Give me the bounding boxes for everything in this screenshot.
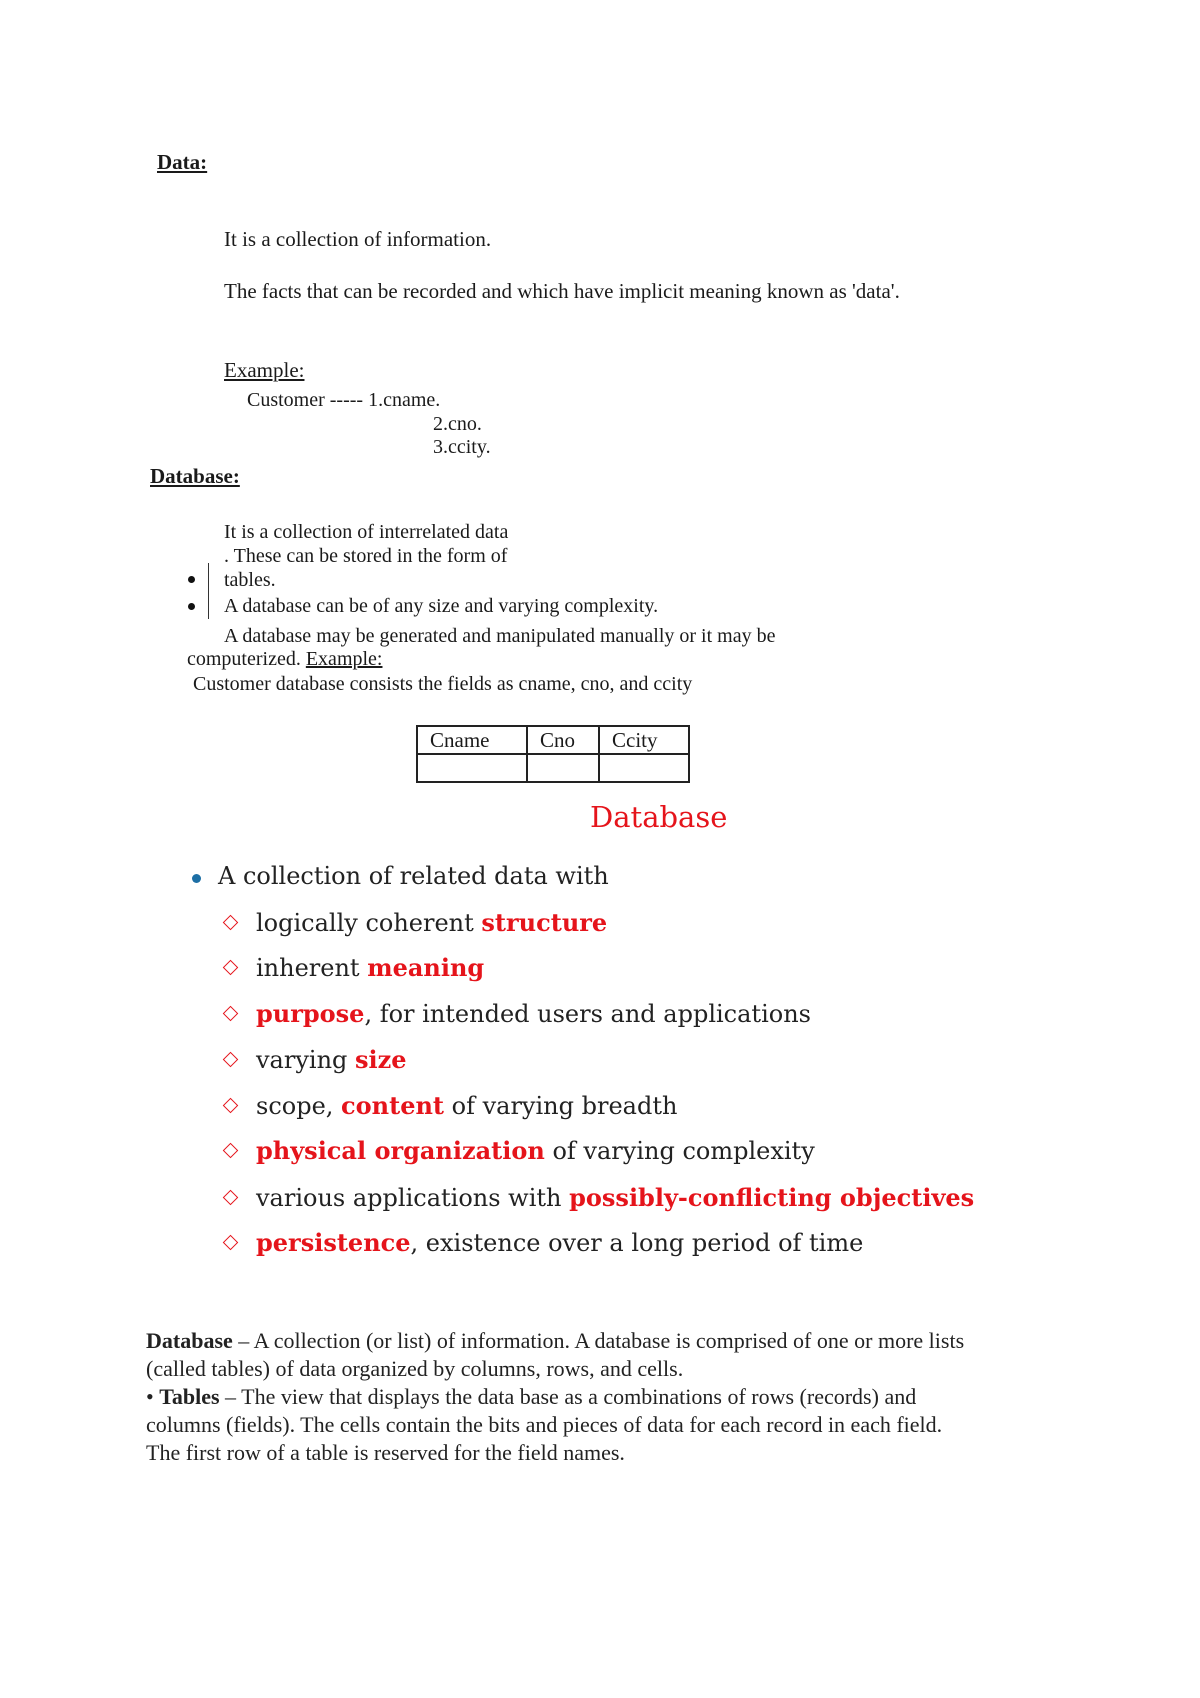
database-definition-text: – A collection (or list) of information. A database is comprised of one or more lists [232, 1328, 965, 1353]
table-header-ccity: Ccity [599, 726, 689, 754]
slide-item-keyword: content [341, 1091, 444, 1120]
data-example-customer: Customer ----- 1.cname. [247, 389, 441, 411]
slide-item-text: of varying complexity [544, 1137, 815, 1165]
slide-item [256, 1091, 677, 1120]
slide-item-keyword: possibly-conflicting objectives [569, 1183, 975, 1212]
tables-definition-line-2: columns (fields). The cells contain the bits and pieces of data for each record in each field. [146, 1412, 943, 1437]
diamond-bullet-icon [223, 1052, 239, 1068]
table-header-cno: Cno [527, 726, 599, 754]
tables-definition-text: – The view that displays the data base as a combinations of rows (records) and [219, 1384, 917, 1409]
diamond-bullet-icon [223, 1143, 239, 1159]
data-definition-line: It is a collection of information. [224, 227, 492, 251]
tables-bullet: • [146, 1384, 160, 1409]
table-cell [599, 754, 689, 782]
database-line-7: Customer database consists the fields as cname, cno, and ccity [193, 673, 693, 695]
bullet-dot-icon [188, 576, 195, 583]
diamond-bullet-icon [223, 1006, 239, 1022]
database-line-2: . These can be stored in the form of [224, 545, 508, 567]
database-line-5: A database may be generated and manipulated manually or it may be [224, 625, 776, 647]
database-definition-line-2: (called tables) of data organized by columns, rows, and cells. [146, 1356, 684, 1381]
table-header-row [417, 726, 689, 754]
table-cell [527, 754, 599, 782]
data-heading: Data: [157, 150, 208, 174]
database-line-6 [187, 648, 382, 671]
slide-title: Database [590, 800, 728, 834]
slide-item-keyword: purpose [256, 999, 365, 1028]
database-example-label: Example: [305, 648, 383, 670]
slide-item-text: inherent [256, 954, 368, 982]
slide-item-text: logically coherent [256, 909, 482, 937]
diamond-bullet-icon [223, 1235, 239, 1251]
slide-item [256, 1136, 815, 1165]
diamond-bullet-icon [223, 1098, 239, 1114]
bullet-dot-icon [188, 603, 195, 610]
tables-definition-line-1 [146, 1384, 916, 1410]
data-example-item-3: 3.ccity. [433, 436, 491, 458]
slide-item-keyword: size [355, 1045, 407, 1074]
slide-item-keyword: meaning [367, 953, 485, 982]
diamond-bullet-icon [223, 960, 239, 976]
data-facts-line: The facts that can be recorded and which have implicit meaning known as 'data'. [224, 279, 900, 303]
slide-item [256, 1228, 863, 1257]
database-heading: Database: [150, 464, 240, 488]
table-row [417, 754, 689, 782]
slide-item [256, 1045, 407, 1074]
tables-definition-line-3: The first row of a table is reserved for the field names. [146, 1440, 625, 1465]
diamond-bullet-icon [223, 1190, 239, 1206]
table-header-cname: Cname [417, 726, 527, 754]
table-cell [417, 754, 527, 782]
slide-item-text: , for intended users and applications [364, 1000, 811, 1028]
tables-term: Tables [159, 1384, 220, 1409]
data-example-item-2: 2.cno. [433, 413, 482, 435]
slide-item-text: various applications with [256, 1184, 570, 1212]
slide-item [256, 999, 811, 1028]
list-divider-bar [208, 563, 209, 619]
slide-item-text: , existence over a long period of time [410, 1229, 864, 1257]
slide-item [256, 953, 484, 982]
database-line-4: A database can be of any size and varying complexity. [224, 595, 659, 617]
slide-item-keyword: persistence [256, 1228, 411, 1257]
database-line-1: It is a collection of interrelated data [224, 521, 509, 543]
slide-item [256, 908, 607, 937]
slide-item [256, 1183, 974, 1212]
slide-item-text: varying [256, 1046, 356, 1074]
slide-item-text: scope, [256, 1092, 342, 1120]
slide-item-text: of varying breadth [444, 1092, 678, 1120]
database-term: Database [146, 1328, 233, 1353]
database-definition-line-1 [146, 1328, 964, 1354]
customer-table [416, 725, 690, 783]
database-line-3: tables. [224, 569, 276, 591]
diamond-bullet-icon [223, 915, 239, 931]
slide-item-keyword: physical organization [256, 1136, 545, 1165]
computerized-text: computerized. [187, 648, 306, 670]
slide-intro: A collection of related data with [218, 862, 609, 890]
data-example-label: Example: [224, 358, 305, 382]
bullet-dot-icon [192, 874, 201, 883]
slide-item-keyword: structure [481, 908, 608, 937]
